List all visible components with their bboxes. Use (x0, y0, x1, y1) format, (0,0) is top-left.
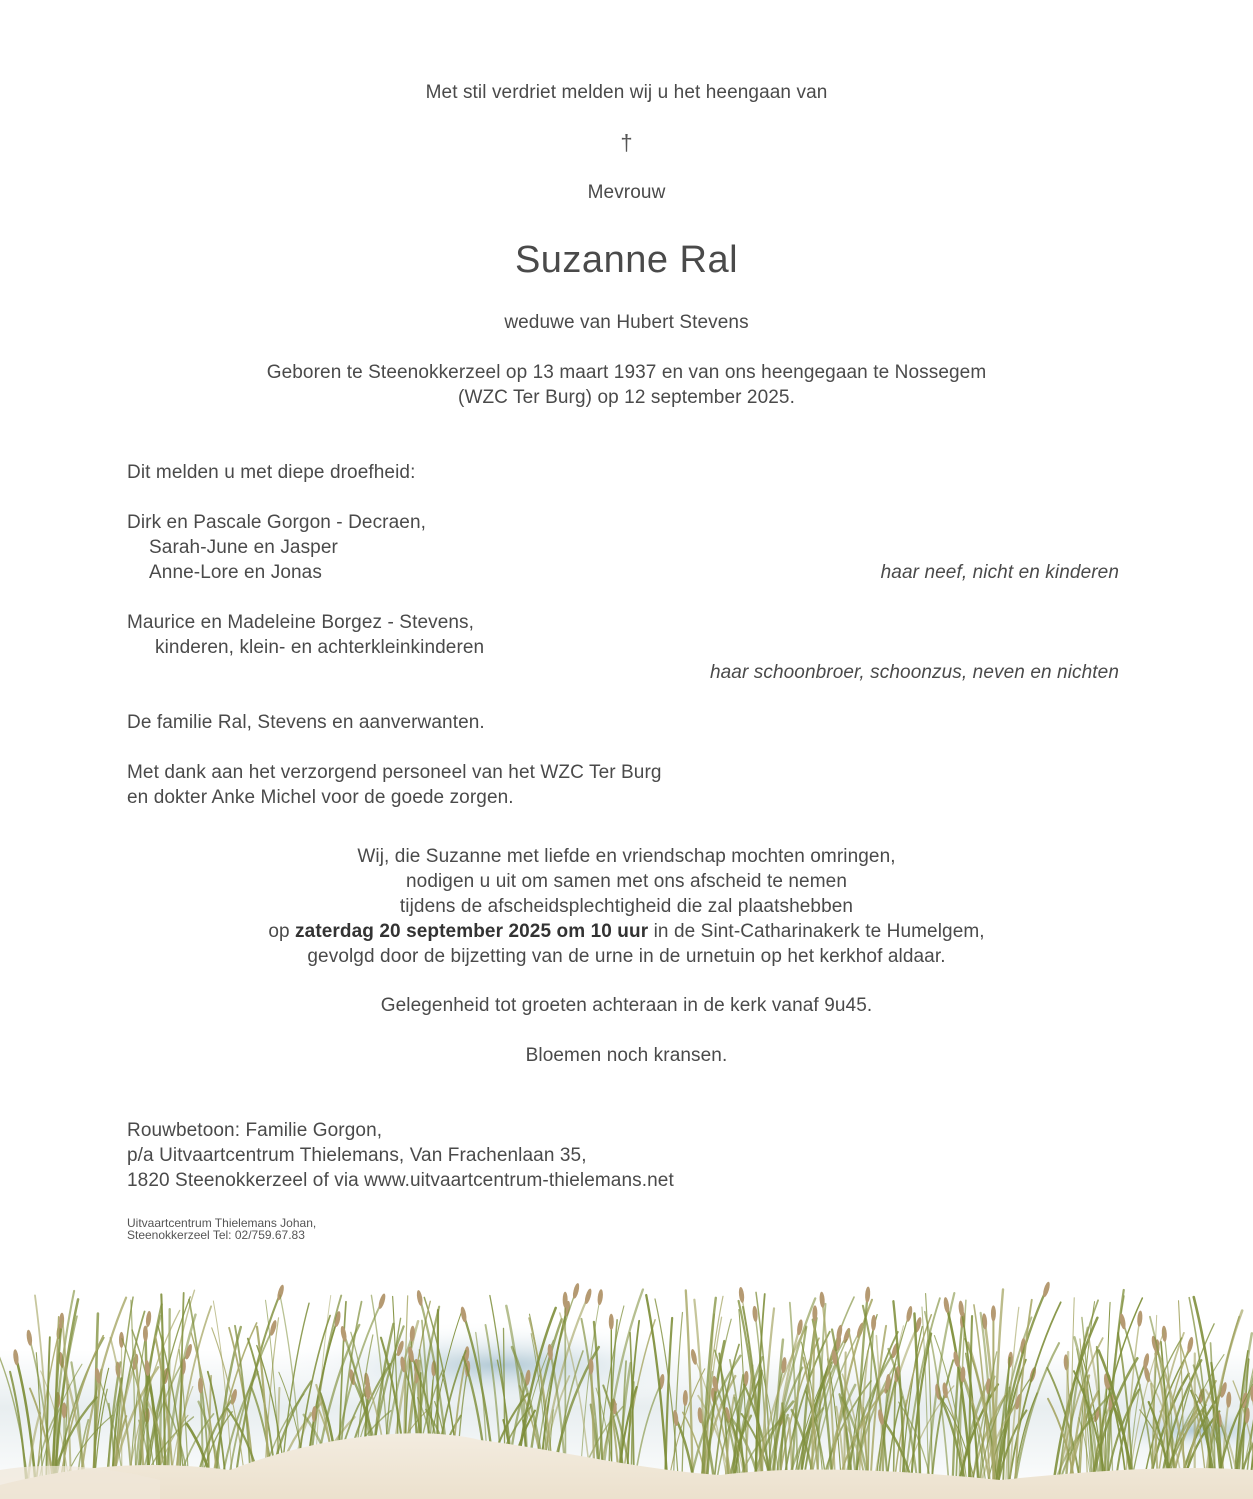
ceremony-location: in de Sint-Catharinakerk te Humelgem, (653, 921, 985, 942)
family-group (127, 610, 484, 660)
dune-grass-image (0, 1270, 1253, 1499)
deceased-name: Suzanne Ral (514, 239, 739, 281)
ceremony-line: tijdens de afscheidsplechtigheid die zal plaatshebben (399, 896, 854, 917)
grass-seedhead (609, 1314, 614, 1330)
grass-blade (844, 1352, 845, 1487)
birth-death-info (0, 360, 1253, 410)
thanks-line: en dokter Anke Michel voor de goede zorgen. (127, 787, 514, 808)
ceremony-line: nodigen u uit om samen met ons afscheid te nemen (405, 871, 847, 892)
funeral-home-info (127, 1217, 316, 1241)
contact-line: p/a Uitvaartcentrum Thielemans, Van Frachenlaan 35, (127, 1145, 587, 1166)
thanks-line: Met dank aan het verzorgend personeel van het WZC Ter Burg (127, 762, 662, 783)
grass-seedhead (991, 1305, 996, 1321)
condolence-address (127, 1118, 674, 1193)
ceremony-prefix: op (268, 921, 290, 942)
ceremony-info (0, 844, 1253, 969)
family-group-head: Dirk en Pascale Gorgon - Decraen, (127, 512, 426, 533)
ceremony-datetime: zaterdag 20 september 2025 om 10 uur (295, 921, 649, 942)
title-prefix: Mevrouw (587, 182, 666, 203)
announce-line: Dit melden u met diepe droefheid: (127, 462, 416, 483)
thanks-text (127, 760, 662, 810)
widow-of: weduwe van Hubert Stevens (504, 312, 749, 333)
family-member: kinderen, klein- en achterkleinkinderen (155, 637, 485, 658)
intro-text: Met stil verdriet melden wij u het heengaan van (425, 82, 828, 103)
family-member: Anne-Lore en Jonas (149, 562, 322, 583)
ceremony-datetime-line (0, 919, 1253, 944)
flowers-note: Bloemen noch kransen. (525, 1045, 728, 1066)
cross-icon: † (620, 130, 633, 155)
birth-line: Geboren te Steenokkerzeel op 13 maart 1937 en van ons heengegaan te Nossegem (266, 362, 987, 383)
funeral-home-line: Uitvaartcentrum Thielemans Johan, (127, 1216, 317, 1230)
contact-line: Rouwbetoon: Familie Gorgon, (127, 1120, 383, 1141)
grass-seedhead (563, 1292, 568, 1308)
family-group-head: Maurice en Madeleine Borgez - Stevens, (127, 612, 475, 633)
family-relation: haar schoonbroer, schoonzus, neven en nichten (709, 662, 1119, 683)
family-all: De familie Ral, Stevens en aanverwanten. (127, 712, 485, 733)
ceremony-line: Wij, die Suzanne met liefde en vriendschap mochten omringen, (357, 846, 896, 867)
family-member: Sarah-June en Jasper (149, 537, 338, 558)
grass-seedhead (62, 1402, 67, 1418)
death-line: (WZC Ter Burg) op 12 september 2025. (458, 387, 795, 408)
funeral-home-line: Steenokkerzeel Tel: 02/759.67.83 (127, 1228, 305, 1242)
greeting-info: Gelegenheid tot groeten achteraan in de kerk vanaf 9u45. (380, 995, 873, 1016)
ceremony-line: gevolgd door de bijzetting van de urne in de urnetuin op het kerkhof aldaar. (307, 946, 946, 967)
contact-line: 1820 Steenokkerzeel of via www.uitvaartcentrum-thielemans.net (127, 1170, 674, 1191)
family-group (127, 510, 426, 585)
grass-seedhead (119, 1332, 124, 1348)
family-relation: haar neef, nicht en kinderen (880, 562, 1119, 583)
grass-blade (168, 1309, 169, 1492)
